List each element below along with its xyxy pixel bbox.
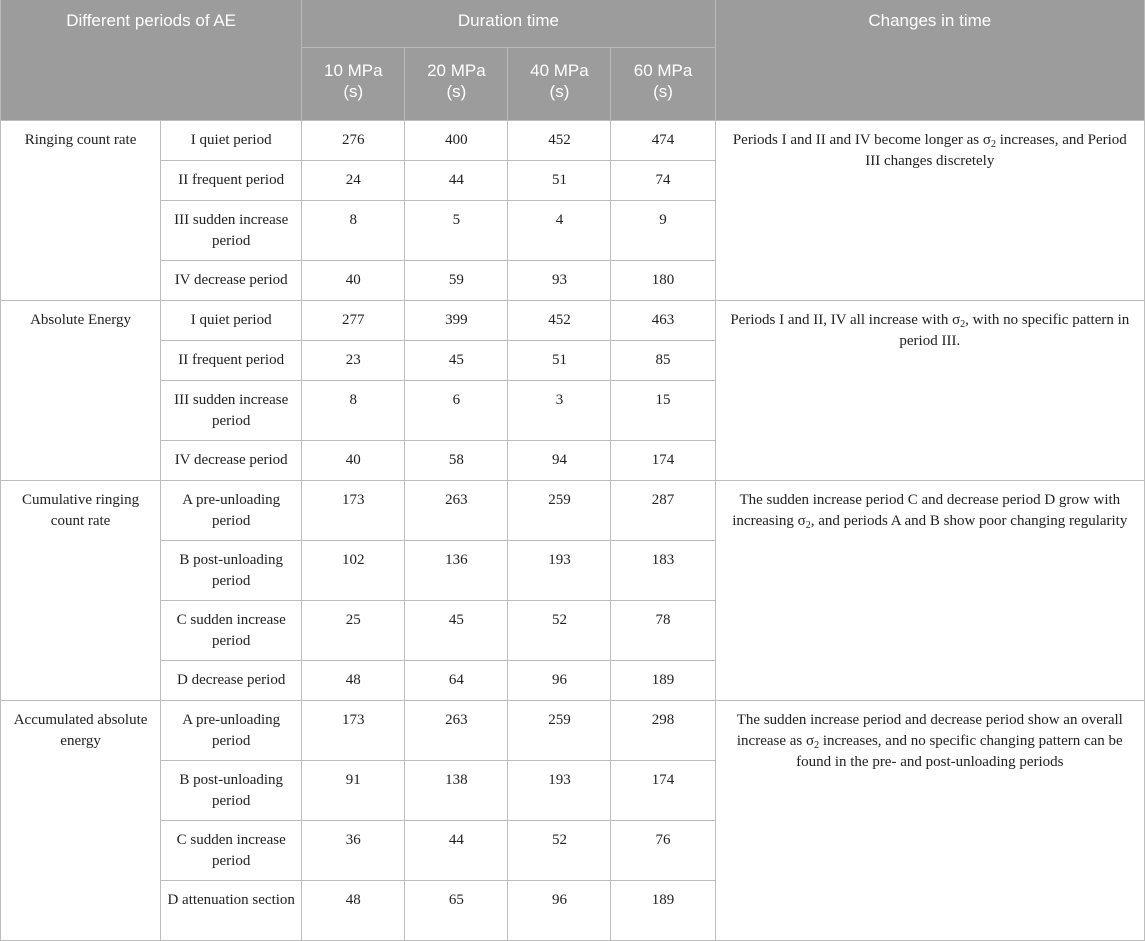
value-10mpa: 24 [302,161,405,201]
value-20mpa: 399 [405,301,508,341]
value-40mpa: 3 [508,381,611,441]
period-cell: B post-unloading period [161,541,302,601]
value-10mpa: 8 [302,381,405,441]
value-40mpa: 94 [508,441,611,481]
value-60mpa: 298 [611,701,715,761]
value-60mpa: 76 [611,821,715,881]
header-duration-time: Duration time [302,0,715,48]
value-40mpa: 96 [508,881,611,941]
value-60mpa: 78 [611,601,715,661]
value-60mpa: 174 [611,441,715,481]
value-60mpa: 174 [611,761,715,821]
table-row [1,701,1145,761]
table-header [1,0,1145,121]
value-40mpa: 93 [508,261,611,301]
value-20mpa: 5 [405,201,508,261]
value-60mpa: 474 [611,121,715,161]
value-60mpa: 15 [611,381,715,441]
value-20mpa: 59 [405,261,508,301]
value-40mpa: 52 [508,601,611,661]
value-60mpa: 189 [611,881,715,941]
header-60mpa: 60 MPa (s) [611,48,715,121]
value-20mpa: 263 [405,701,508,761]
changes-description: Periods I and II and IV become longer as $\sigma_2$ increases, and Period III changes discretely [715,121,1144,301]
period-cell: I quiet period [161,301,302,341]
period-cell: D attenuation section [161,881,302,941]
period-cell: II frequent period [161,341,302,381]
value-60mpa: 183 [611,541,715,601]
value-40mpa: 4 [508,201,611,261]
value-20mpa: 45 [405,341,508,381]
value-10mpa: 102 [302,541,405,601]
changes-description: The sudden increase period and decrease period show an overall increase as $\sigma_2$ increases, and no specific changing pattern can be found in the pre- and post-unloading periods [715,701,1144,941]
period-cell: III sudden increase period [161,201,302,261]
value-60mpa: 287 [611,481,715,541]
value-10mpa: 276 [302,121,405,161]
header-40mpa: 40 MPa (s) [508,48,611,121]
value-20mpa: 64 [405,661,508,701]
group-label: Accumulated absolute energy [1,701,161,941]
value-40mpa: 452 [508,301,611,341]
value-10mpa: 8 [302,201,405,261]
header-10mpa: 10 MPa (s) [302,48,405,121]
value-10mpa: 23 [302,341,405,381]
value-10mpa: 91 [302,761,405,821]
value-10mpa: 173 [302,701,405,761]
value-10mpa: 40 [302,261,405,301]
value-60mpa: 189 [611,661,715,701]
value-20mpa: 136 [405,541,508,601]
period-cell: D decrease period [161,661,302,701]
period-cell: C sudden increase period [161,601,302,661]
table-row [1,301,1145,341]
period-cell: II frequent period [161,161,302,201]
value-60mpa: 85 [611,341,715,381]
period-cell: C sudden increase period [161,821,302,881]
value-20mpa: 65 [405,881,508,941]
value-20mpa: 400 [405,121,508,161]
value-10mpa: 48 [302,881,405,941]
period-cell: IV decrease period [161,441,302,481]
value-40mpa: 452 [508,121,611,161]
value-40mpa: 52 [508,821,611,881]
table-row [1,121,1145,161]
changes-description: The sudden increase period C and decrease period D grow with increasing $\sigma_2$, and periods A and B show poor changing regularity [715,481,1144,701]
value-20mpa: 6 [405,381,508,441]
value-40mpa: 51 [508,161,611,201]
value-40mpa: 193 [508,761,611,821]
changes-description: Periods I and II, IV all increase with $\sigma_2$, with no specific pattern in period III. [715,301,1144,481]
value-10mpa: 173 [302,481,405,541]
value-20mpa: 263 [405,481,508,541]
value-40mpa: 96 [508,661,611,701]
value-20mpa: 44 [405,161,508,201]
header-20mpa: 20 MPa (s) [405,48,508,121]
value-40mpa: 259 [508,481,611,541]
header-ae-periods: Different periods of AE [1,0,302,121]
value-10mpa: 25 [302,601,405,661]
value-20mpa: 44 [405,821,508,881]
period-cell: III sudden increase period [161,381,302,441]
group-label: Absolute Energy [1,301,161,481]
value-10mpa: 36 [302,821,405,881]
period-cell: A pre-unloading period [161,481,302,541]
header-changes-in-time: Changes in time [715,0,1144,121]
period-cell: A pre-unloading period [161,701,302,761]
value-20mpa: 138 [405,761,508,821]
value-10mpa: 40 [302,441,405,481]
period-cell: I quiet period [161,121,302,161]
value-60mpa: 463 [611,301,715,341]
value-60mpa: 74 [611,161,715,201]
value-60mpa: 9 [611,201,715,261]
period-cell: B post-unloading period [161,761,302,821]
group-label: Cumulative ringing count rate [1,481,161,701]
group-label: Ringing count rate [1,121,161,301]
value-10mpa: 48 [302,661,405,701]
value-10mpa: 277 [302,301,405,341]
period-cell: IV decrease period [161,261,302,301]
value-20mpa: 58 [405,441,508,481]
table-body [1,121,1145,941]
value-40mpa: 193 [508,541,611,601]
value-40mpa: 51 [508,341,611,381]
value-20mpa: 45 [405,601,508,661]
value-40mpa: 259 [508,701,611,761]
value-60mpa: 180 [611,261,715,301]
table-row [1,481,1145,541]
